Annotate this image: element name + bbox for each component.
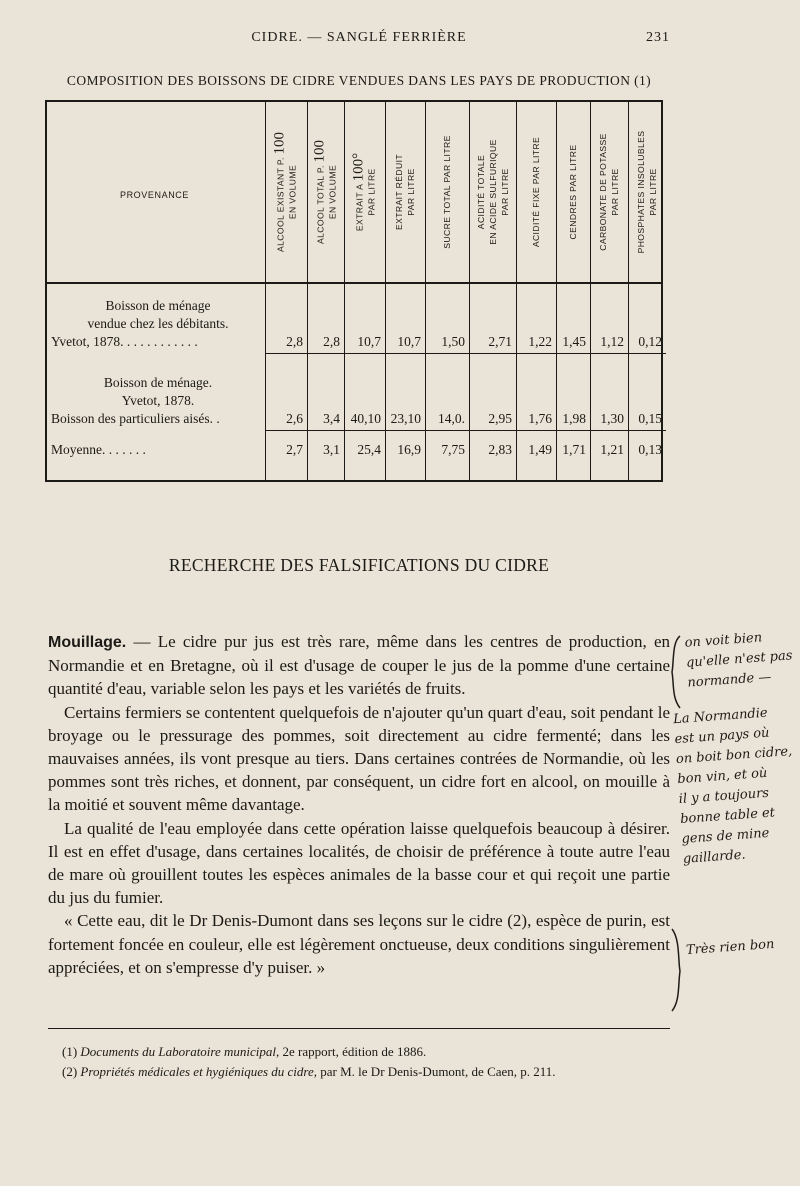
column-header-big: 100° xyxy=(350,152,366,182)
table-cell: 1,50 xyxy=(441,334,465,349)
note-line: il y a toujours xyxy=(678,785,770,808)
paragraph-3: La qualité de l'eau employée dans cette opération laisse quelquefois beaucoup à désirer. Il est en effet d'usage, dans certaines localités, de choisir de préférence à toute autre l'eau de mare où grouillent toutes les espèces animales de la basse cour et qui reçoit une partie du jus du fumier. xyxy=(48,818,670,908)
table-cell: 1,71 xyxy=(562,442,586,457)
column-header-line: PAR LITRE xyxy=(499,168,510,216)
row-separator xyxy=(265,430,666,431)
column-header xyxy=(469,102,516,282)
column-divider xyxy=(469,102,470,480)
note-line: qu'elle n'est pas xyxy=(685,648,793,671)
note-line: gens de mine xyxy=(681,825,770,847)
table-cell: 2,6 xyxy=(286,411,303,426)
table-cell: 16,9 xyxy=(397,442,421,457)
table-cell: 25,4 xyxy=(357,442,381,457)
row-label-line: vendue chez les débitants. xyxy=(87,316,229,331)
column-divider xyxy=(344,102,345,480)
column-header-line: PHOSPHATES INSOLUBLES xyxy=(636,130,646,254)
table-cell: 1,30 xyxy=(600,411,624,426)
column-header xyxy=(516,102,556,282)
column-header-line: ALCOOL TOTAL P. xyxy=(315,165,325,245)
table-cell: 3,4 xyxy=(323,411,340,426)
table-cell: 0,12 xyxy=(638,334,662,349)
column-divider xyxy=(385,102,386,480)
note-line: est un pays où xyxy=(674,725,770,748)
handwritten-note-1 xyxy=(684,626,794,693)
table-row-label xyxy=(51,374,265,428)
column-header-line: CENDRES PAR LITRE xyxy=(568,144,578,240)
table-cell: 1,98 xyxy=(562,411,586,426)
body-text xyxy=(48,630,670,979)
column-header-line: SUCRE TOTAL PAR LITRE xyxy=(442,135,452,249)
footnote-2 xyxy=(48,1062,670,1082)
row-label-line: Yvetot, 1878. xyxy=(121,393,195,408)
footnote-rest: 2e rapport, édition de 1886. xyxy=(279,1044,427,1059)
table-cell: 1,22 xyxy=(528,334,552,349)
note-line: La Normandie xyxy=(672,705,769,728)
provenance-header: PROVENANCE xyxy=(119,190,189,200)
table-cell: 1,49 xyxy=(528,442,552,457)
table-row-label xyxy=(51,441,265,459)
column-header-line: EN ACIDE SULFURIQUE xyxy=(487,139,498,245)
running-head xyxy=(48,30,670,50)
column-divider xyxy=(556,102,557,480)
table-cell: 3,1 xyxy=(323,442,340,457)
handwritten-note-3: Très rien bon xyxy=(685,936,775,959)
column-header-line: PAR LITRE xyxy=(406,168,416,216)
header-rule xyxy=(47,282,661,284)
column-header xyxy=(628,102,666,282)
paragraph-4: « Cette eau, dit le Dr Denis-Dumont dans ses leçons sur le cidre (2), espèce de purin, est fortement foncée en couleur, elle est légèrement onctueuse, deux conditions singulièrement appréciées, et on s'empresse d'y puiser. » xyxy=(48,911,670,977)
handwritten-note-2 xyxy=(673,702,800,870)
column-header-line: EXTRAIT A xyxy=(354,184,364,232)
column-divider xyxy=(628,102,629,480)
column-header-line: PAR LITRE xyxy=(610,168,620,216)
column-header-big: 100 xyxy=(271,131,288,155)
column-header xyxy=(307,102,344,282)
table-cell: 2,71 xyxy=(488,334,512,349)
column-header-line: EN VOLUME xyxy=(287,164,298,220)
table-cell: 1,76 xyxy=(528,411,552,426)
paragraph-lead: Mouillage. xyxy=(48,634,127,651)
handwritten-bracket xyxy=(668,632,684,712)
footnote-title: Propriétés médicales et hygiéniques du cidre, xyxy=(80,1064,318,1079)
column-divider xyxy=(425,102,426,480)
note-line: bon vin, et où xyxy=(676,765,768,788)
footnote-mark: (1) xyxy=(62,1044,78,1059)
table-cell: 10,7 xyxy=(397,334,421,349)
paragraph-text: — Le cidre pur jus est très rare, même dans les centres de production, en Normandie et en Bretagne, où il est d'usage de couper le jus de la pomme d'une certaine quantité d'eau, variable selon les pays et les variétés de fruits. xyxy=(48,632,670,699)
running-title: CIDRE. — SANGLÉ FERRIÈRE xyxy=(251,30,467,45)
table-cell: 40,10 xyxy=(350,411,381,426)
table-cell: 2,7 xyxy=(286,442,303,457)
note-line: on voit bien xyxy=(684,630,763,651)
column-header-line: ACIDITÉ TOTALE xyxy=(475,154,486,230)
table-cell: 1,12 xyxy=(600,334,624,349)
column-header xyxy=(590,102,628,282)
paragraph-2: Certains fermiers se contentent quelquefois de n'ajouter qu'un quart d'eau, soit pendant le broyage ou le pressurage des pommes, soit directement au cidre fermenté; dans les mauvaises années, ils vont presque au tiers. Dans certaines contrées de Normandie, où les pommes sont très riches, et donnent, par conséquent, un cidre fort en alcool, on mouille à la moitié et souvent même davantage. xyxy=(48,702,670,815)
table-cell: 2,8 xyxy=(323,334,340,349)
footnotes xyxy=(48,1042,670,1082)
table-cell: 2,95 xyxy=(488,411,512,426)
column-header xyxy=(344,102,385,282)
footnote-mark: (2) xyxy=(62,1064,78,1079)
column-divider xyxy=(590,102,591,480)
table-cell: 0,15 xyxy=(638,411,662,426)
table-cell: 23,10 xyxy=(390,411,421,426)
table-cell: 1,21 xyxy=(600,442,624,457)
row-label-main: Moyenne. . . . . . . xyxy=(51,442,146,457)
column-header-line: PAR LITRE xyxy=(648,168,658,216)
table-cell: 10,7 xyxy=(357,334,381,349)
handwritten-bracket xyxy=(668,925,684,1015)
column-header-line: ACIDITÉ FIXE PAR LITRE xyxy=(531,136,541,248)
row-label-main: Yvetot, 1878. . . . . . . . . . . . xyxy=(51,334,198,349)
note-line: bonne table et xyxy=(679,805,776,827)
column-divider xyxy=(265,102,266,480)
footnote-title: Documents du Laboratoire municipal, xyxy=(80,1044,280,1059)
column-header-line: EN VOLUME xyxy=(327,164,337,220)
column-header-line: PAR LITRE xyxy=(366,168,376,216)
row-label-line: Boisson de ménage xyxy=(105,298,211,313)
table-cell: 7,75 xyxy=(441,442,465,457)
table-row-label xyxy=(51,297,265,351)
column-header xyxy=(556,102,590,282)
table-caption: COMPOSITION DES BOISSONS DE CIDRE VENDUES DANS LES PAYS DE PRODUCTION (1) xyxy=(66,73,652,88)
column-divider xyxy=(516,102,517,480)
column-header xyxy=(425,102,469,282)
column-divider xyxy=(307,102,308,480)
footnote-rest: par M. le Dr Denis-Dumont, de Caen, p. 211. xyxy=(317,1064,556,1079)
column-header xyxy=(265,102,307,282)
column-header xyxy=(385,102,425,282)
column-header-line: EXTRAIT RÉDUIT xyxy=(394,153,404,231)
table-cell: 1,45 xyxy=(562,334,586,349)
page-number: 231 xyxy=(646,30,670,45)
column-header-line: ALCOOL EXISTANT P. xyxy=(275,157,286,253)
note-line: gaillarde. xyxy=(682,847,747,867)
note-line: on boit bon cidre, xyxy=(675,744,793,768)
footnote-1 xyxy=(48,1042,670,1062)
section-title: RECHERCHE DES FALSIFICATIONS DU CIDRE xyxy=(168,555,550,575)
table-cell: 14,0. xyxy=(438,411,465,426)
row-separator xyxy=(265,353,666,354)
paragraph-mouillage xyxy=(48,630,670,701)
row-label-main: Boisson des particuliers aisés. . xyxy=(51,411,220,426)
column-header-big: 100 xyxy=(311,139,327,163)
table-cell: 2,83 xyxy=(488,442,512,457)
table-cell: 0,13 xyxy=(638,442,662,457)
note-line: normande — xyxy=(686,669,772,691)
row-label-line: Boisson de ménage. xyxy=(103,375,213,390)
table-cell: 2,8 xyxy=(286,334,303,349)
column-header-line: CARBONATE DE POTASSE xyxy=(598,133,608,251)
composition-table xyxy=(45,100,663,482)
footnote-rule xyxy=(48,1028,670,1029)
